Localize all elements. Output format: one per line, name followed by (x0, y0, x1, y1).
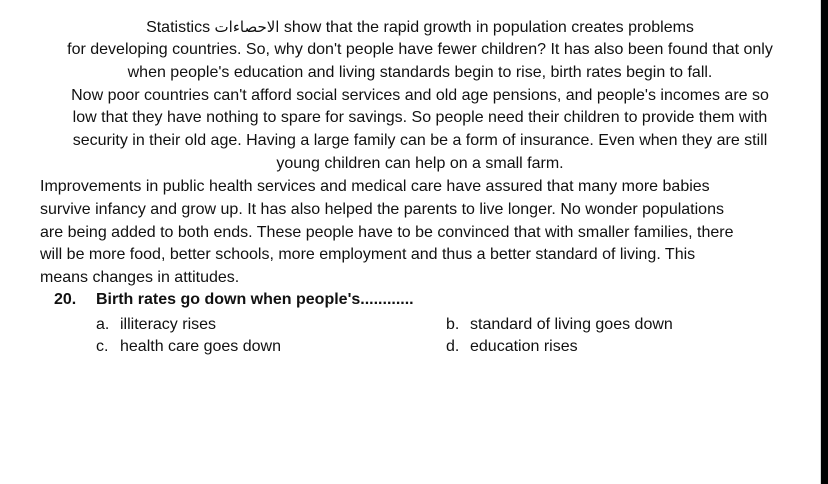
arabic-word: الاحصاءات (214, 18, 280, 36)
passage-line-3: when people's education and living standards begin to rise, birth rates begin to fall. (127, 64, 713, 81)
passage-line-1-start: Statistics (146, 19, 211, 36)
passage-line-2: for developing countries. So, why don't people have fewer children? It has also been found that only (67, 41, 773, 58)
passage-line-12: means changes in attitudes. (40, 269, 240, 286)
option-d-letter: d. (446, 338, 460, 355)
passage-line-1 (40, 16, 800, 40)
passage-line-8: Improvements in public health services and medical care have assured that many more babies (40, 178, 710, 195)
passage-line-9: survive infancy and grow up. It has also helped the parents to live longer. No wonder populations (40, 201, 724, 218)
option-c (96, 336, 281, 358)
option-a-text: illiteracy rises (120, 316, 217, 333)
question-number: 20. (54, 291, 77, 308)
passage-line-1-end: show that the rapid growth in population creates problems (283, 19, 694, 36)
passage-line-10: are being added to both ends. These people have to be convinced that with smaller families, there (40, 224, 734, 241)
question-text: Birth rates go down when people's............ (96, 291, 414, 308)
passage-line-5: low that they have nothing to spare for savings. So people need their children to provide them with (72, 109, 768, 126)
option-a (96, 314, 216, 336)
option-b (446, 314, 673, 336)
passage-line-4: Now poor countries can't afford social services and old age pensions, and people's incomes are so (71, 87, 769, 104)
page-edge-divider (820, 0, 821, 484)
passage-line-7: young children can help on a small farm. (276, 155, 564, 172)
option-c-letter: c. (96, 338, 109, 355)
option-d (446, 336, 578, 358)
passage-line-11: will be more food, better schools, more employment and thus a better standard of living. This (40, 246, 696, 263)
option-b-text: standard of living goes down (470, 316, 673, 333)
option-b-letter: b. (446, 316, 460, 333)
option-c-text: health care goes down (120, 338, 281, 355)
passage-line-6: security in their old age. Having a large family can be a form of insurance. Even when they are still (72, 132, 768, 149)
option-d-text: education rises (470, 338, 578, 355)
option-a-letter: a. (96, 316, 110, 333)
question-20 (54, 291, 414, 309)
